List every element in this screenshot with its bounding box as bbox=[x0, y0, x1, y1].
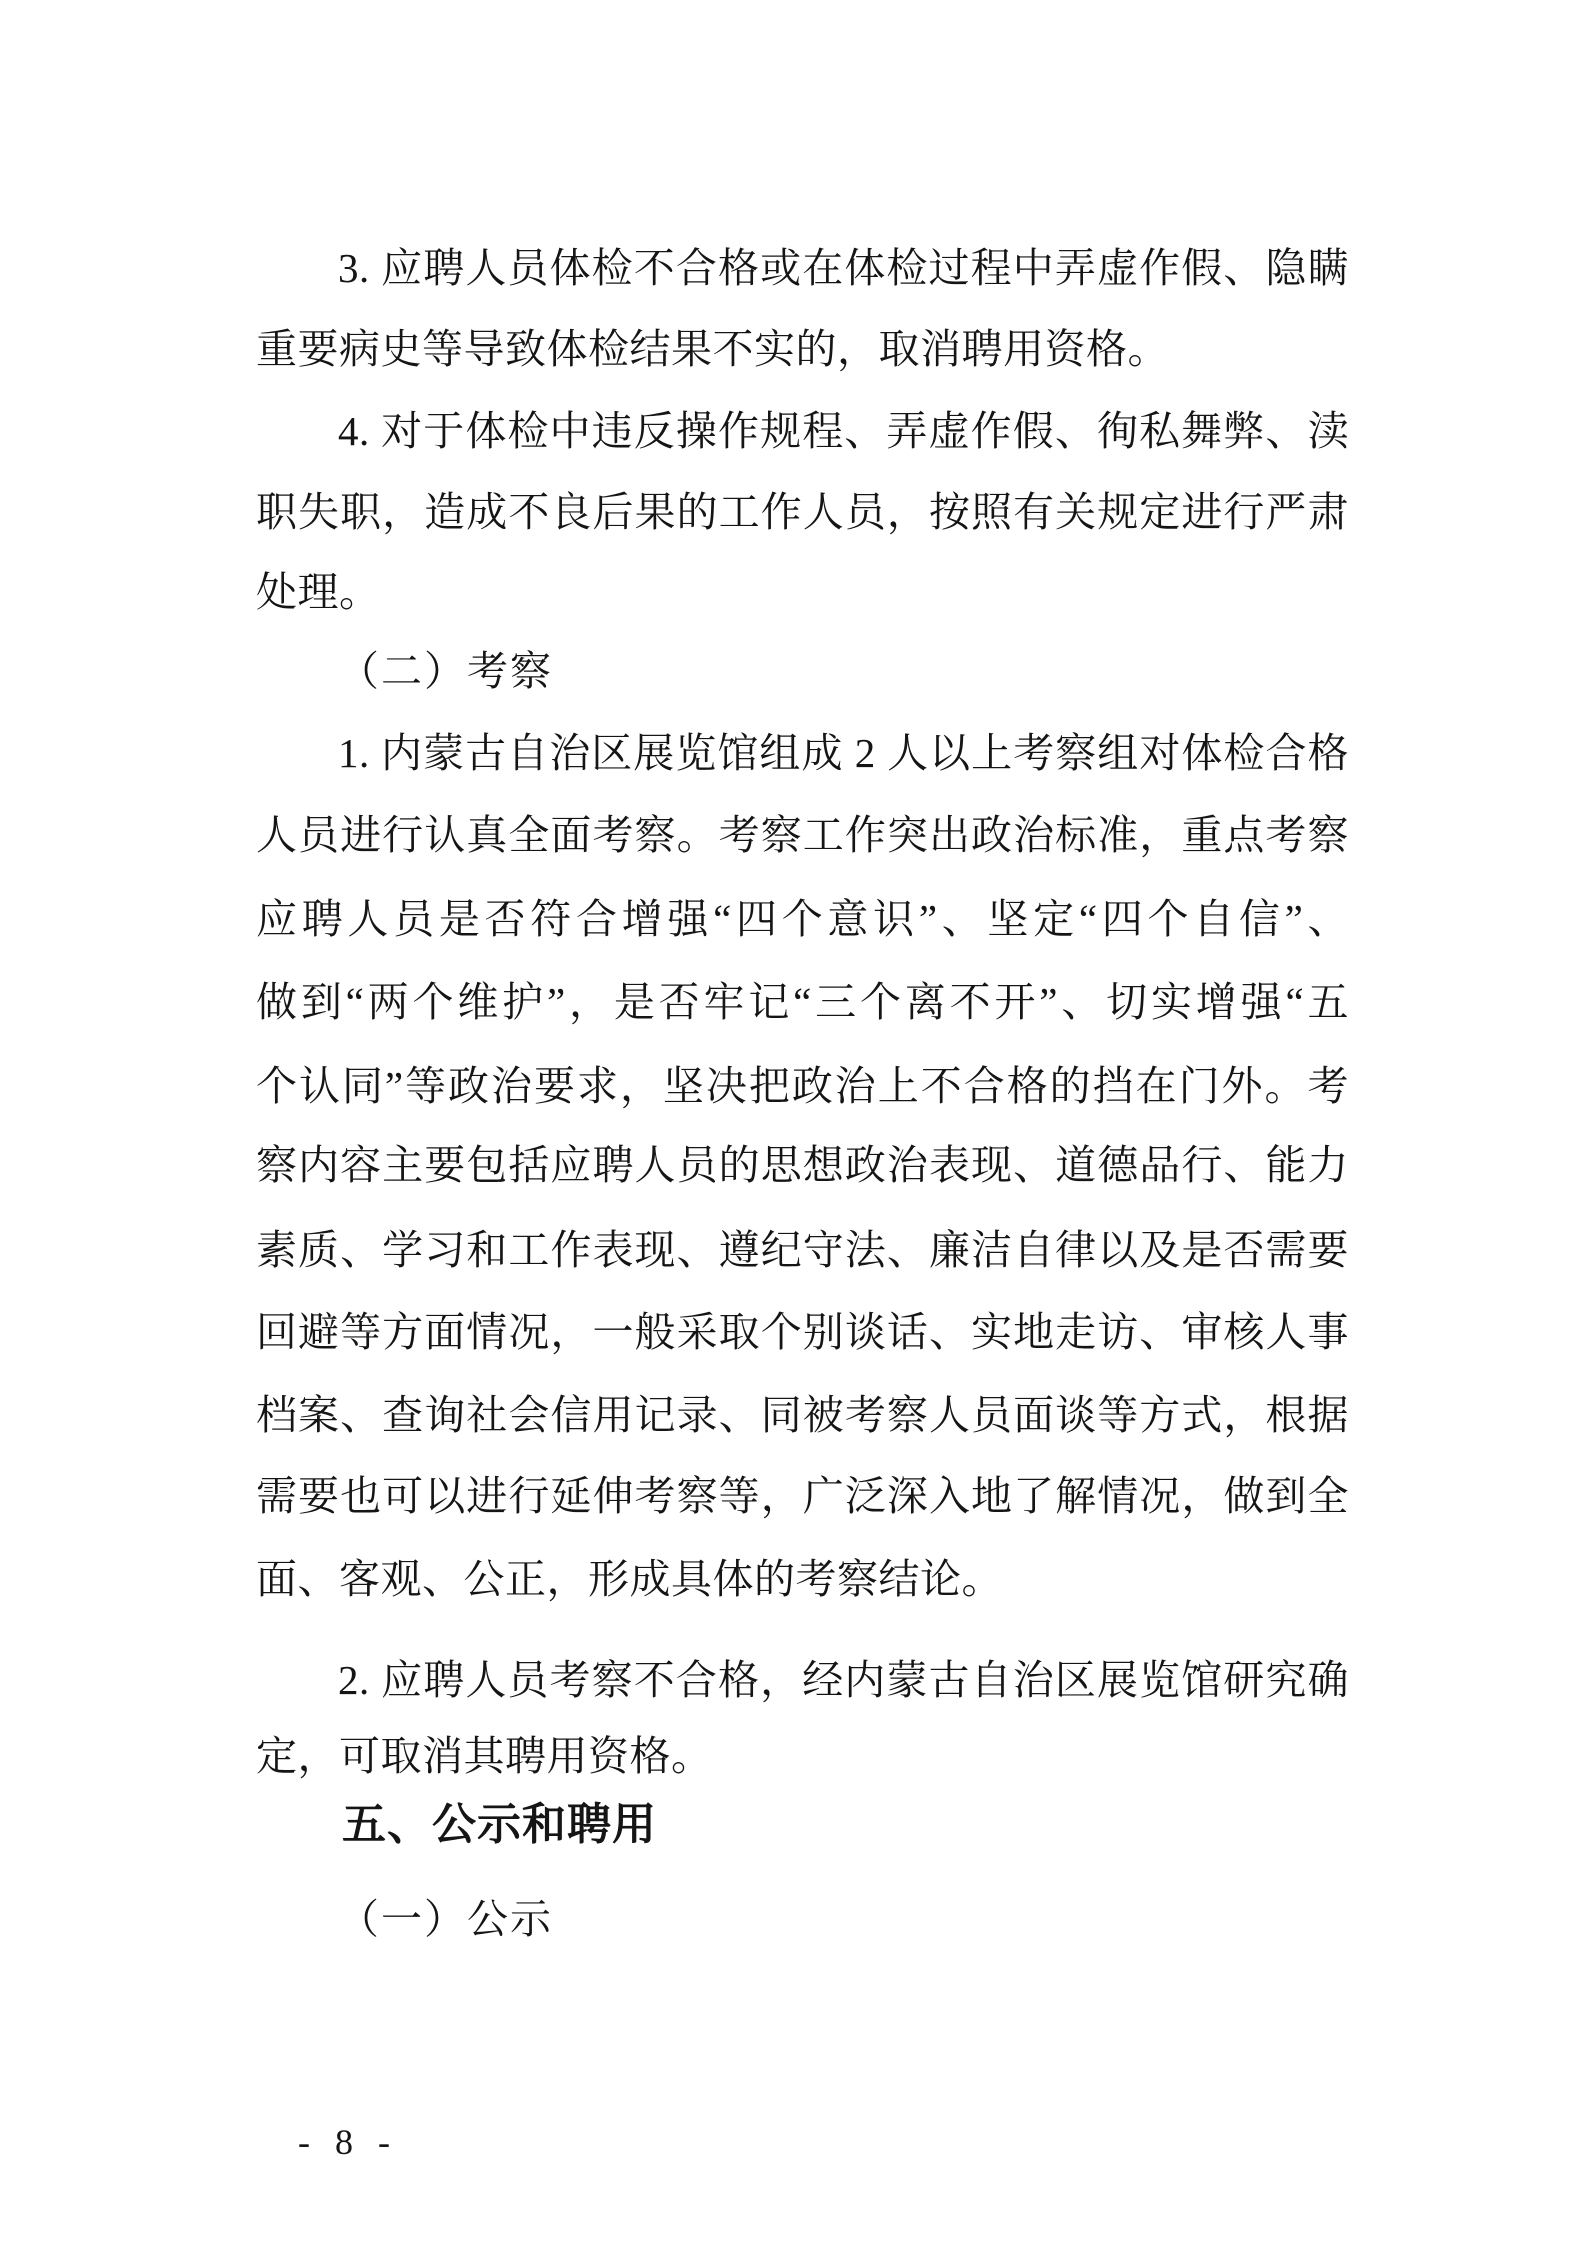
section-heading: 五、公示和聘用 bbox=[342, 1800, 657, 1849]
body-line: 职失职，造成不良后果的工作人员，按照有关规定进行严肃 bbox=[256, 489, 1349, 535]
body-line: 人员进行认真全面考察。考察工作突出政治标准，重点考察 bbox=[256, 812, 1349, 858]
body-line: 4. 对于体检中违反操作规程、弄虚作假、徇私舞弊、渎 bbox=[338, 408, 1349, 454]
body-line: 个认同”等政治要求，坚决把政治上不合格的挡在门外。考 bbox=[256, 1063, 1349, 1109]
subsection-label: （二）考察 bbox=[338, 648, 553, 694]
body-line: 察内容主要包括应聘人员的思想政治表现、道德品行、能力 bbox=[256, 1142, 1349, 1188]
body-line: 重要病史等导致体检结果不实的，取消聘用资格。 bbox=[256, 326, 1169, 372]
body-line: 2. 应聘人员考察不合格，经内蒙古自治区展览馆研究确 bbox=[338, 1657, 1349, 1703]
body-line: 1. 内蒙古自治区展览馆组成 2 人以上考察组对体检合格 bbox=[338, 730, 1349, 776]
body-line: 素质、学习和工作表现、遵纪守法、廉洁自律以及是否需要 bbox=[256, 1227, 1349, 1273]
body-line: 处理。 bbox=[256, 569, 381, 615]
document-text-block bbox=[256, 0, 1349, 2245]
subsection-label: （一）公示 bbox=[338, 1896, 553, 1942]
body-line: 档案、查询社会信用记录、同被考察人员面谈等方式，根据 bbox=[256, 1392, 1349, 1438]
body-line: 应聘人员是否符合增强“四个意识”、坚定“四个自信”、 bbox=[256, 896, 1349, 942]
body-line: 3. 应聘人员体检不合格或在体检过程中弄虚作假、隐瞒 bbox=[338, 245, 1349, 291]
body-line: 需要也可以进行延伸考察等，广泛深入地了解情况，做到全 bbox=[256, 1473, 1349, 1519]
body-line: 回避等方面情况，一般采取个别谈话、实地走访、审核人事 bbox=[256, 1309, 1349, 1355]
body-line: 面、客观、公正，形成具体的考察结论。 bbox=[256, 1556, 1003, 1602]
body-line: 定，可取消其聘用资格。 bbox=[256, 1733, 713, 1779]
body-line: 做到“两个维护”，是否牢记“三个离不开”、切实增强“五 bbox=[256, 979, 1349, 1025]
page-number: - 8 - bbox=[298, 2122, 398, 2162]
